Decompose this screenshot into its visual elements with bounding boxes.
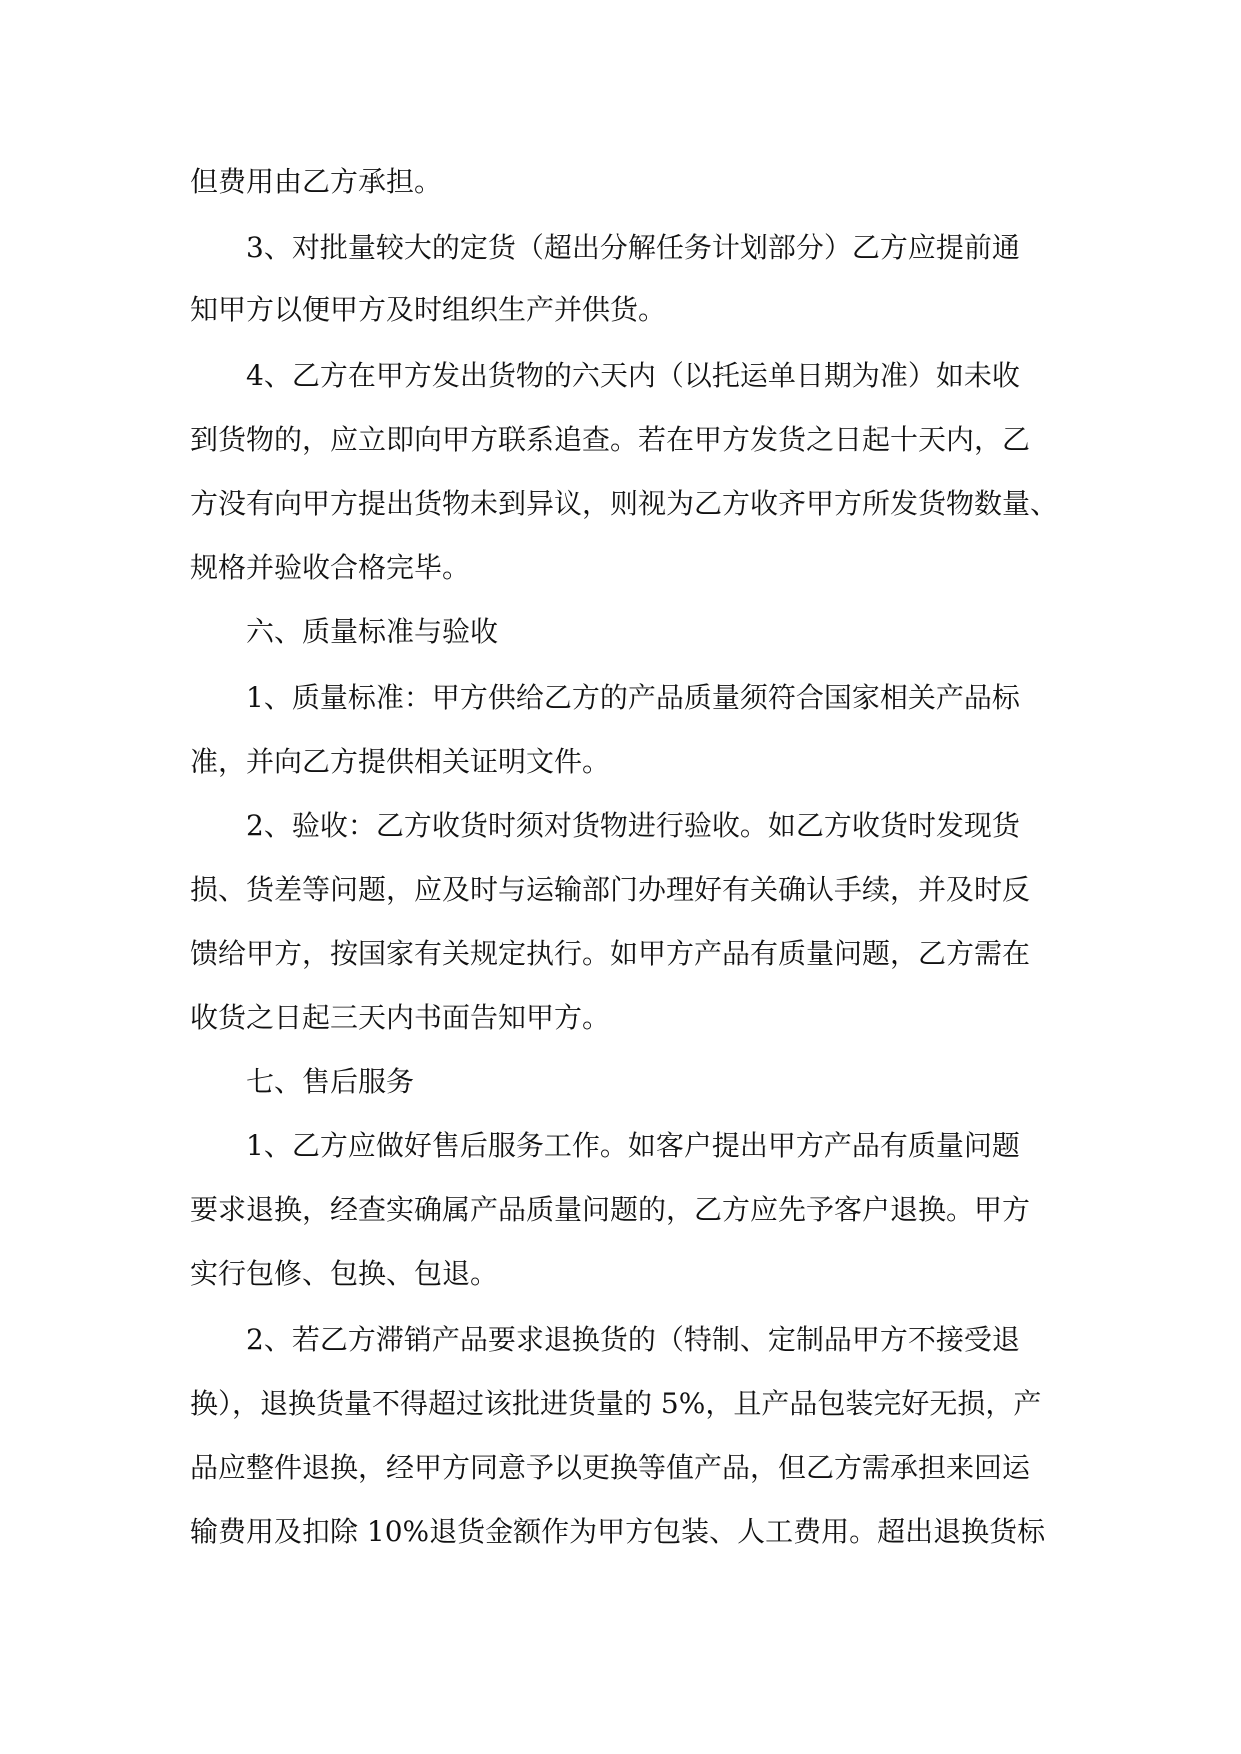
text-line: 品应整件退换，经甲方同意予以更换等值产品，但乙方需承担来回运 bbox=[190, 1451, 1031, 1484]
text-line: 4、乙方在甲方发出货物的六天内（以托运单日期为准）如未收 bbox=[246, 359, 1020, 392]
text-line: 3、对批量较大的定货（超出分解任务计划部分）乙方应提前通 bbox=[246, 231, 1020, 264]
text-line: 换），退换货量不得超过该批进货量的 5%，且产品包装完好无损，产 bbox=[190, 1387, 1042, 1420]
text-line: 知甲方以便甲方及时组织生产并供货。 bbox=[190, 293, 667, 326]
text-line: 1、乙方应做好售后服务工作。如客户提出甲方产品有质量问题 bbox=[246, 1129, 1020, 1162]
text-line: 方没有向甲方提出货物未到异议，则视为乙方收齐甲方所发货物数量、 bbox=[190, 487, 1059, 520]
text-line: 馈给甲方，按国家有关规定执行。如甲方产品有质量问题，乙方需在 bbox=[190, 937, 1031, 970]
text-line: 规格并验收合格完毕。 bbox=[190, 551, 471, 584]
text-line: 2、若乙方滞销产品要求退换货的（特制、定制品甲方不接受退 bbox=[246, 1323, 1020, 1356]
text-line: 要求退换，经查实确属产品质量问题的，乙方应先予客户退换。甲方 bbox=[190, 1193, 1031, 1226]
text-line: 输费用及扣除 10%退货金额作为甲方包装、人工费用。超出退换货标 bbox=[190, 1515, 1046, 1548]
text-line: 准，并向乙方提供相关证明文件。 bbox=[190, 745, 611, 778]
text-line: 但费用由乙方承担。 bbox=[190, 165, 443, 198]
text-line: 损、货差等问题，应及时与运输部门办理好有关确认手续，并及时反 bbox=[190, 873, 1031, 906]
text-line: 1、质量标准：甲方供给乙方的产品质量须符合国家相关产品标 bbox=[246, 681, 1020, 714]
section-heading: 六、质量标准与验收 bbox=[246, 615, 499, 648]
text-line: 2、验收：乙方收货时须对货物进行验收。如乙方收货时发现货 bbox=[246, 809, 1020, 842]
text-line: 实行包修、包换、包退。 bbox=[190, 1257, 499, 1290]
text-line: 到货物的，应立即向甲方联系追查。若在甲方发货之日起十天内，乙 bbox=[190, 423, 1031, 456]
section-heading: 七、售后服务 bbox=[246, 1065, 415, 1098]
text-line: 收货之日起三天内书面告知甲方。 bbox=[190, 1001, 611, 1034]
